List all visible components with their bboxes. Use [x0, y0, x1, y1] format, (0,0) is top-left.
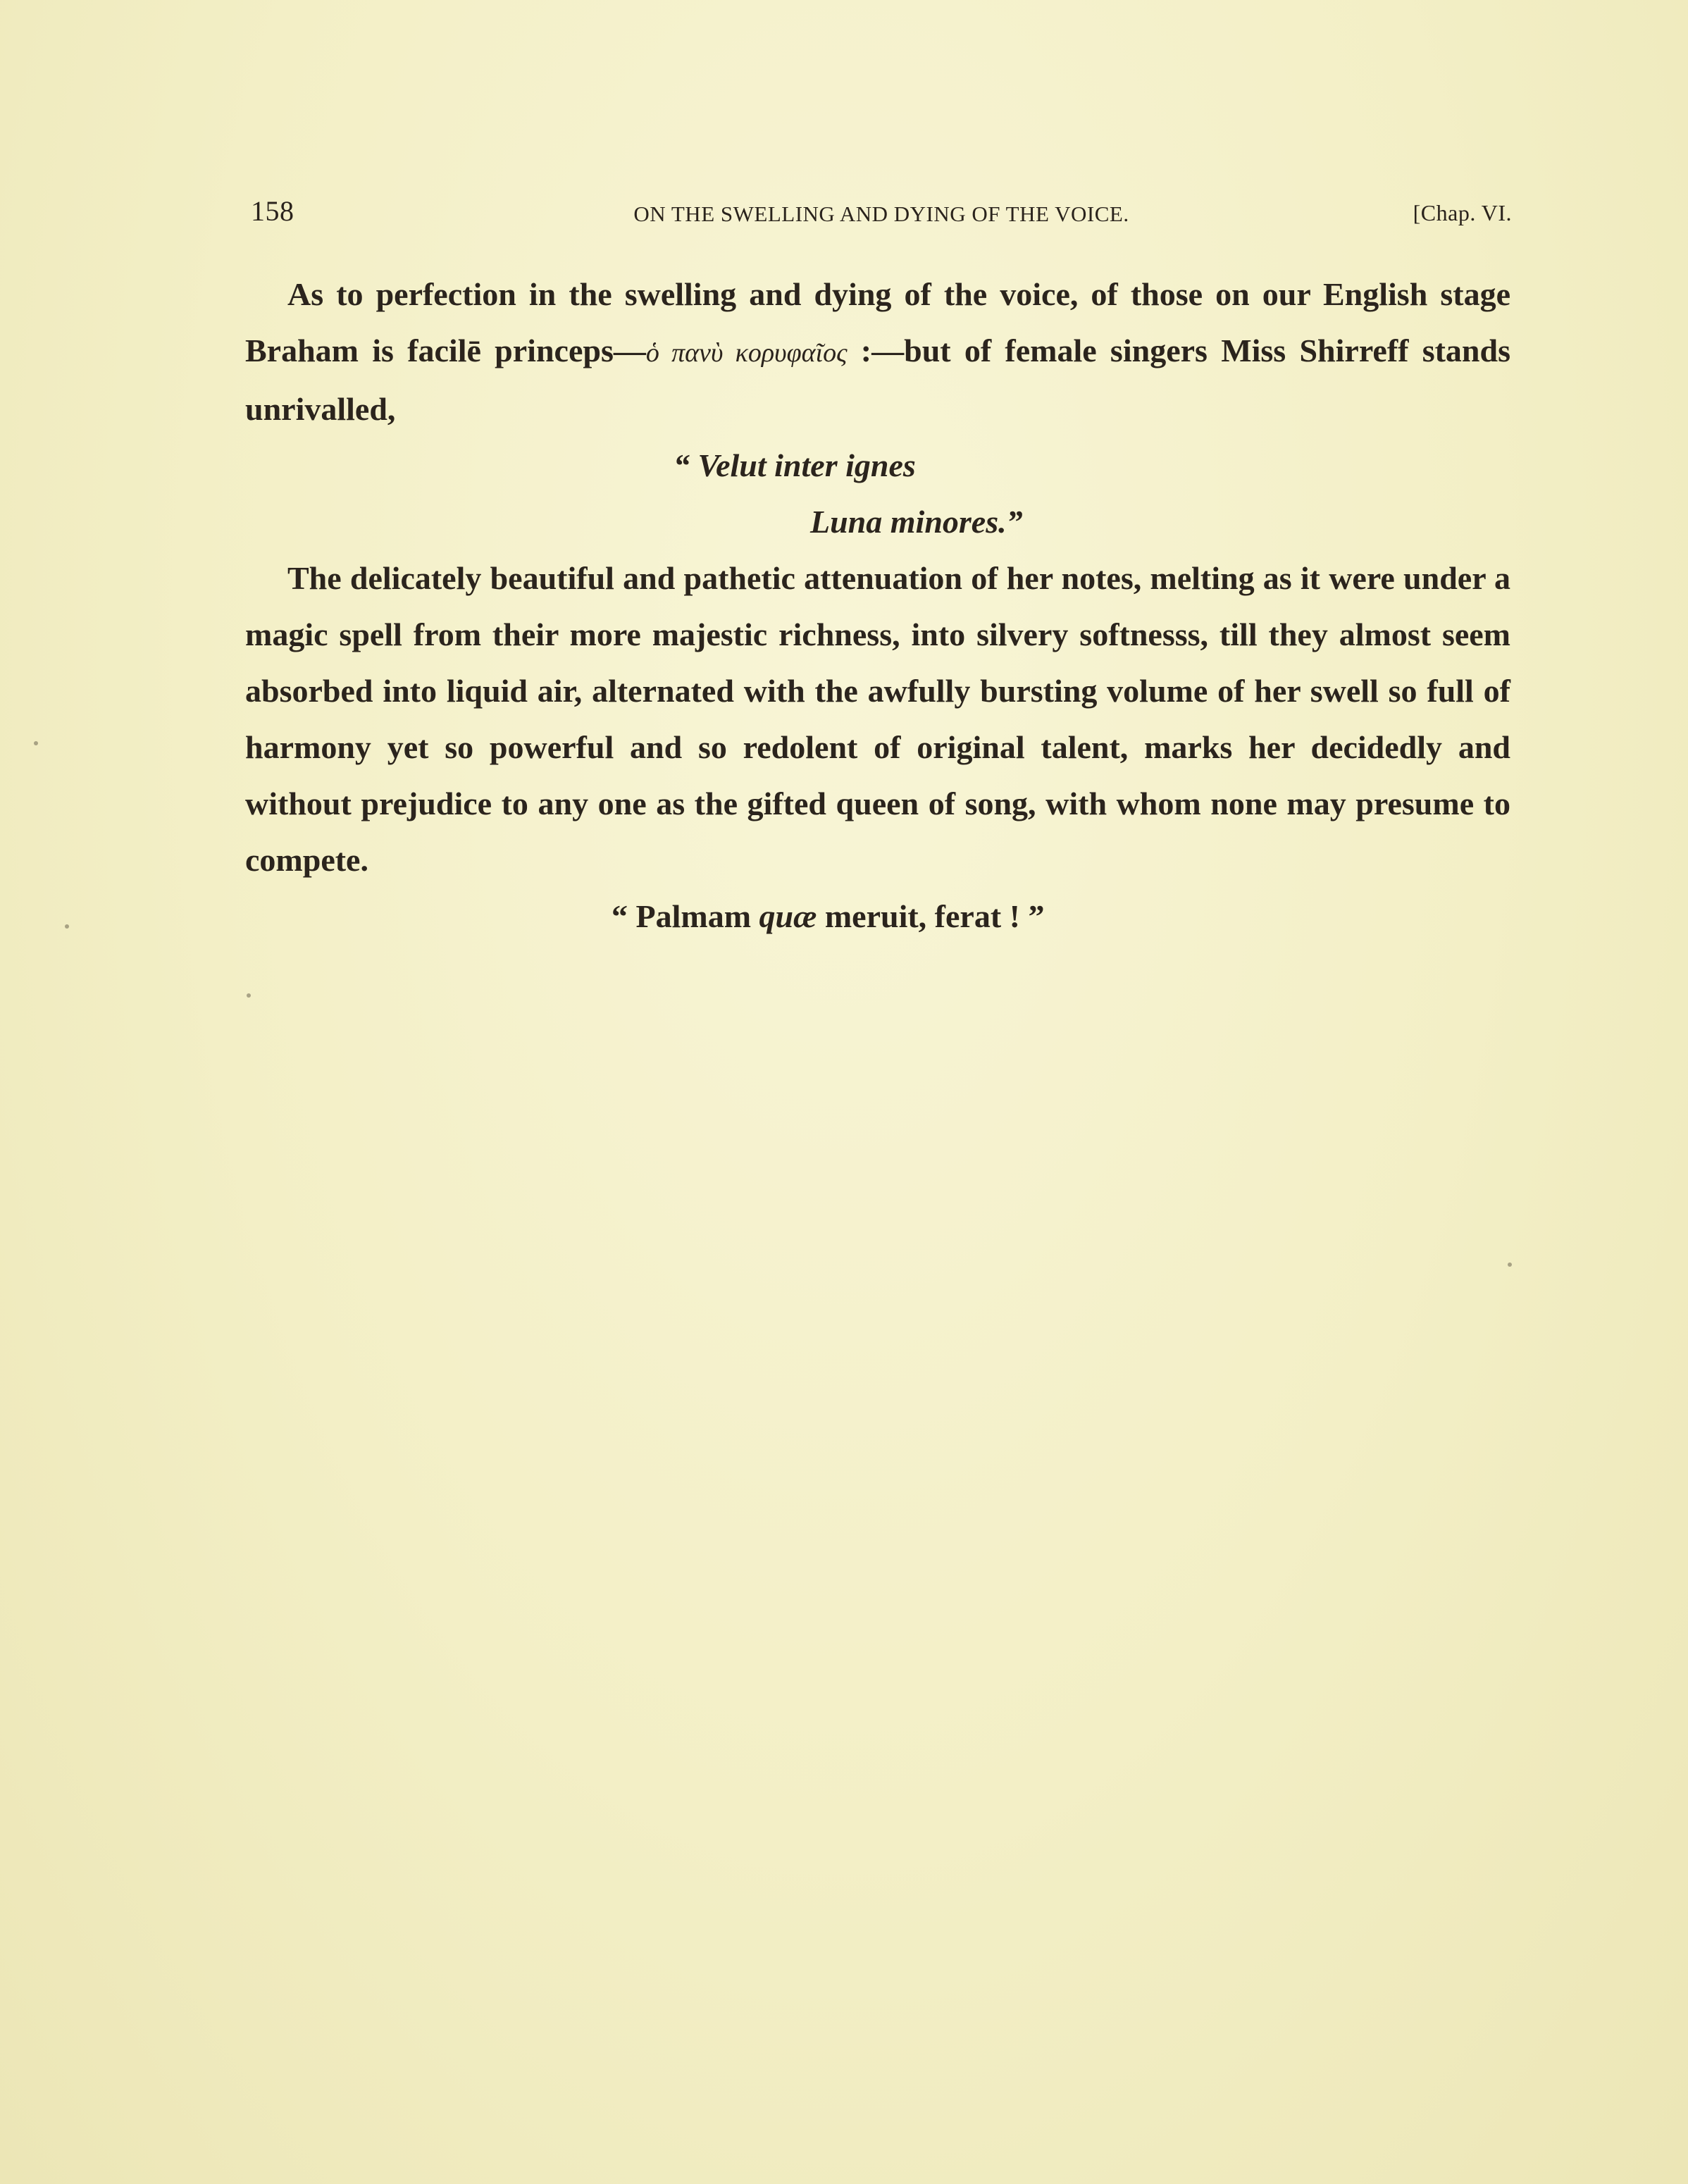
- greek-phrase: ὁ πανὺ κορυφαῖος: [645, 338, 848, 368]
- closing-quotation: [245, 888, 1510, 945]
- running-title: ON THE SWELLING AND DYING OF THE VOICE.: [633, 201, 1129, 226]
- paper-speck: [65, 924, 69, 929]
- paper-speck: [247, 993, 251, 998]
- closing-quotation-close: meruit, ferat ! ”: [817, 898, 1045, 934]
- closing-quotation-open: “ Palmam: [612, 898, 759, 934]
- paper-speck: [1508, 1262, 1512, 1267]
- paper-speck: [34, 741, 38, 745]
- paragraph-shirreff: The delicately beautiful and pathetic attenuation of her notes, melting as it were under a magic spell from their more majestic richness, into silvery softnesss, till they almost seem absorbed into liquid air, alternated with the awfully bursting volume of her swell so full of harmony yet so powerful and so redolent of original talent, marks her decidedly and without prejudice to any one as the gifted queen of song, with whom none may presume to compete.: [245, 560, 1510, 878]
- paragraph-braham: [245, 266, 1510, 438]
- page-number: 158: [251, 195, 294, 227]
- chapter-reference: [Chap. VI.: [1413, 200, 1512, 225]
- latin-quotation-line-2: Luna minores.”: [810, 504, 1023, 540]
- closing-quotation-italic: quæ: [759, 898, 817, 934]
- paragraph-braham-text-end: :—but of female singers Miss Shirreff stands unrivalled,: [245, 333, 1510, 427]
- running-head: [251, 194, 1512, 230]
- paragraph-braham-text: As to perfection in the swelling and dying of the voice, of those on our English stage Braham is facilē princeps—: [245, 276, 1510, 368]
- latin-quotation-line-1: “ Velut inter ignes: [674, 447, 916, 483]
- body-text: [245, 266, 1510, 945]
